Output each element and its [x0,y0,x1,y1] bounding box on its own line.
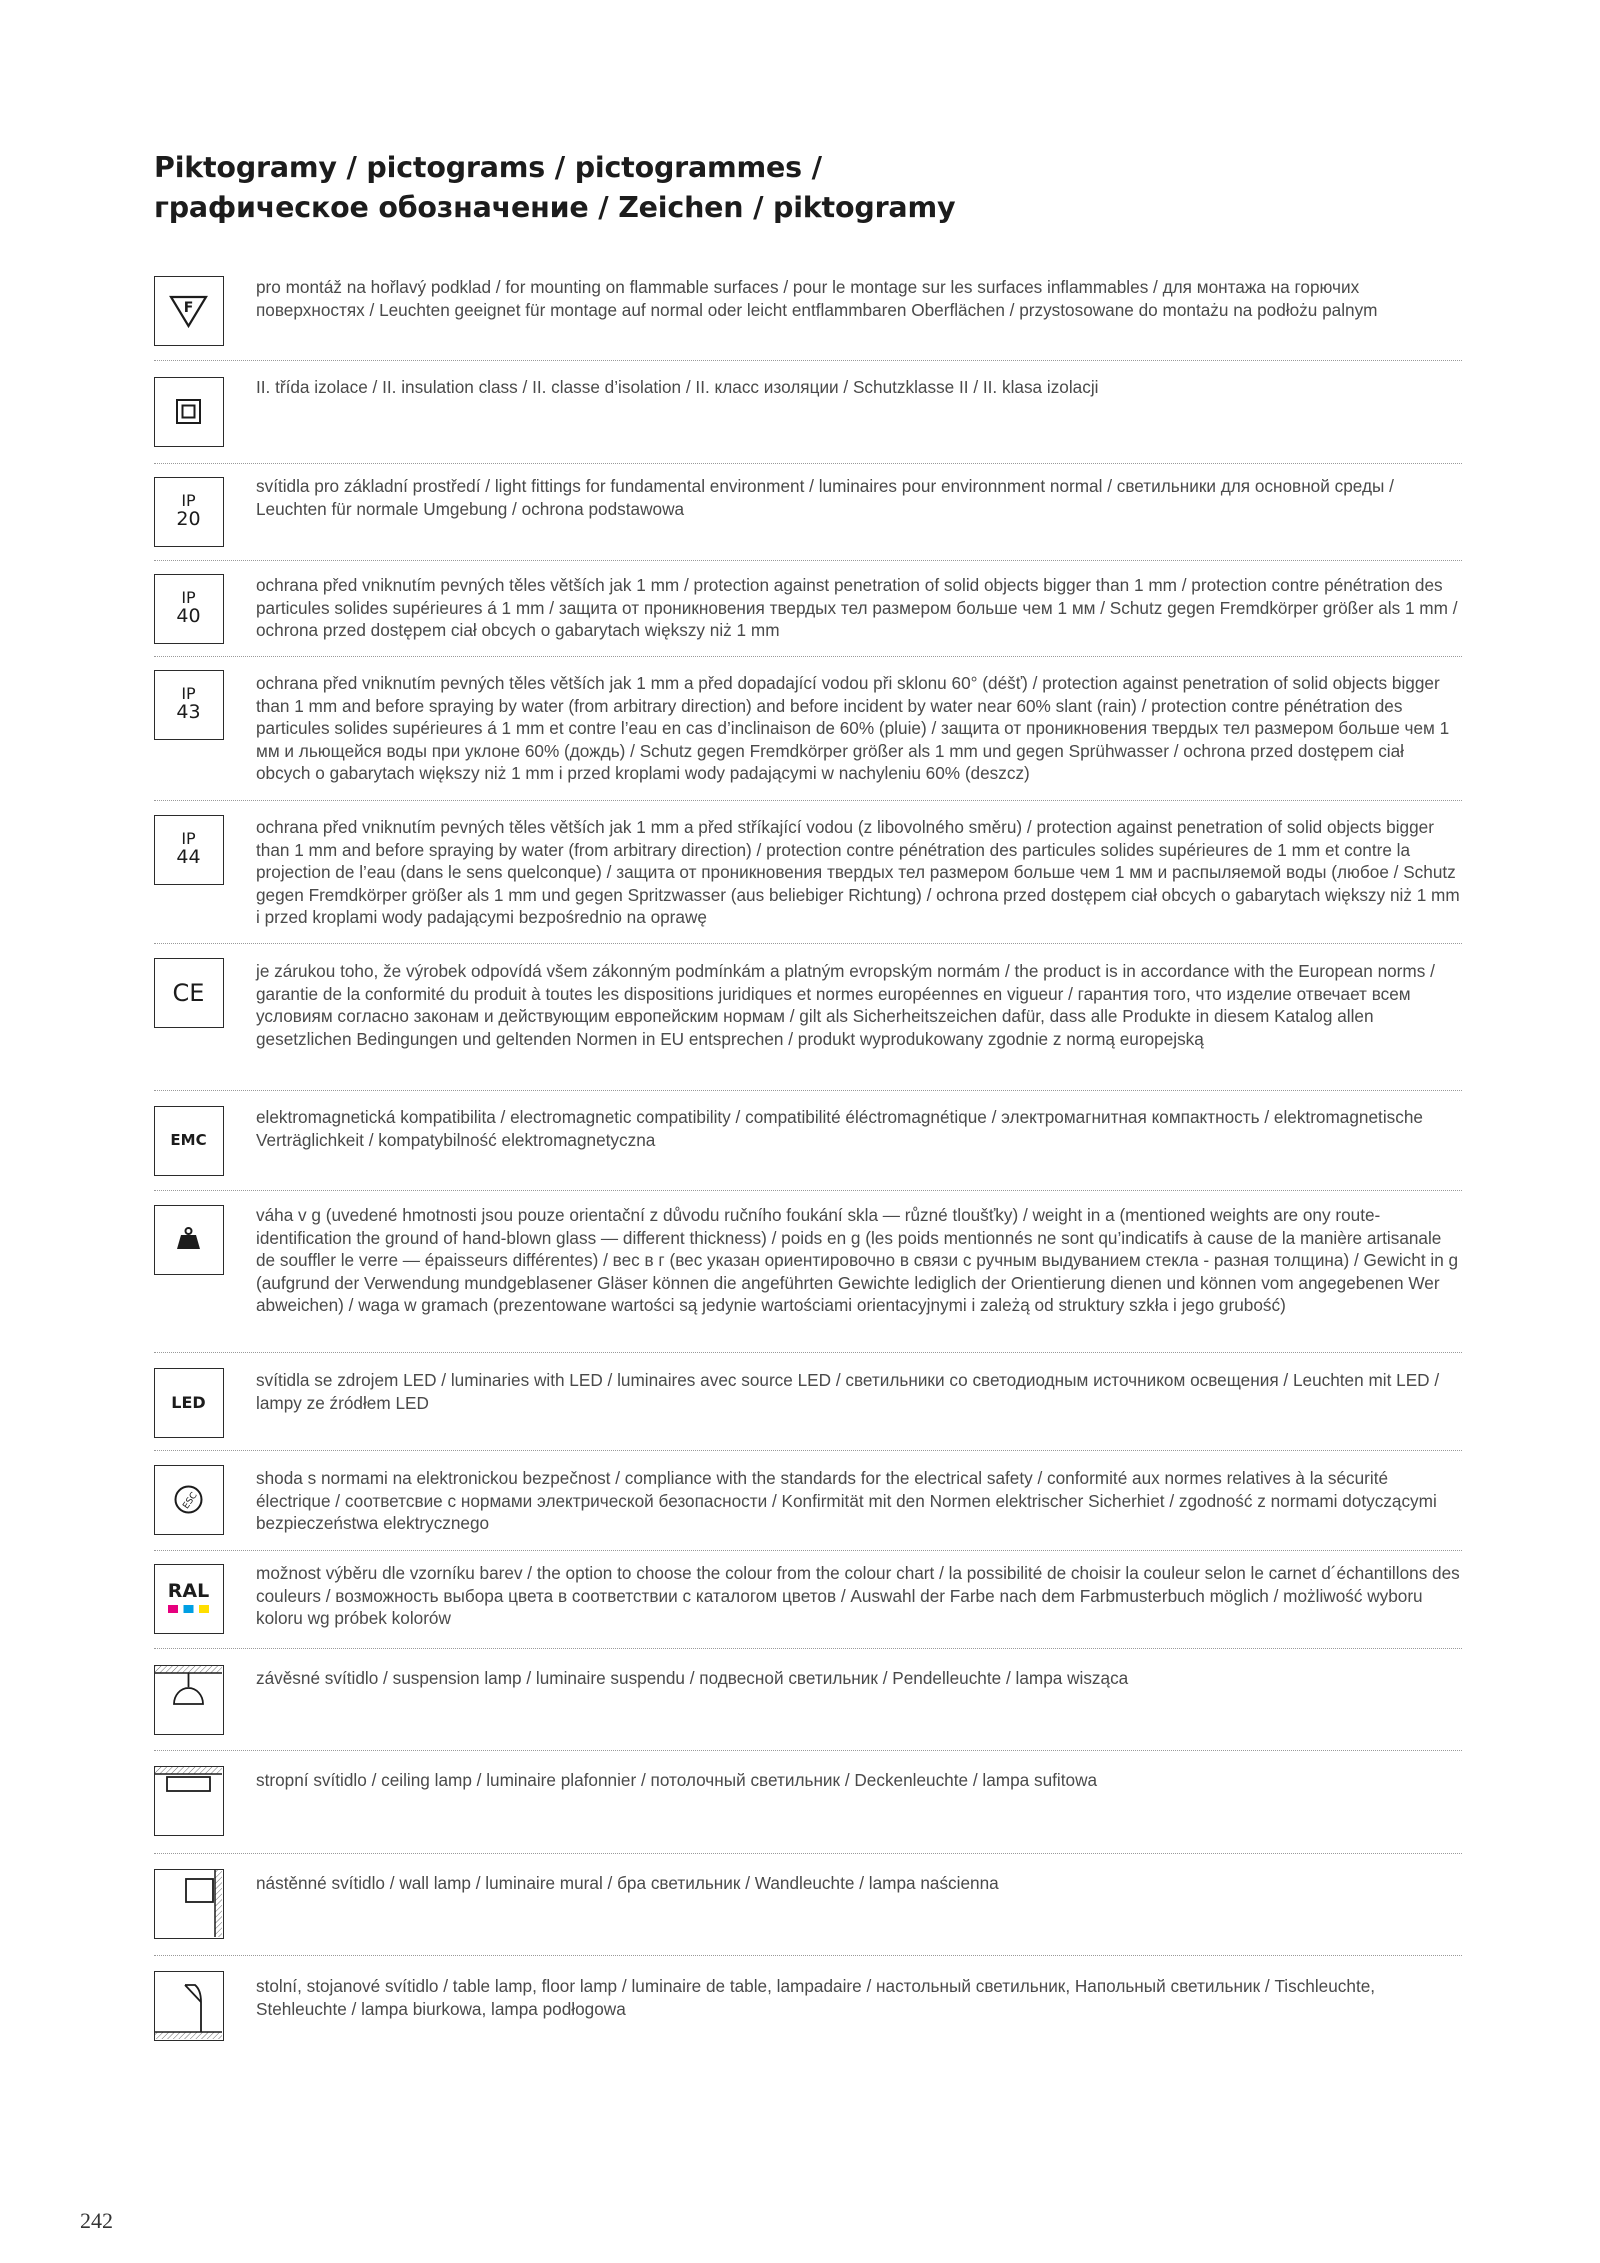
separator [154,1853,1462,1854]
ip-value: 40 [176,605,201,627]
separator [154,1648,1462,1649]
ip-label: IP [181,684,196,703]
separator [154,1750,1462,1751]
ip-value: 20 [176,508,201,530]
led-label: LED [171,1393,206,1412]
pictogram-text-led: svítidla se zdrojem LED / luminaries with LED / luminaires avec source LED / светильники со светодиодным источником освещения / Leuchten mit LED / lampy ze źródłem LED [256,1370,1440,1413]
pictogram-text-ip43: ochrana před vniknutím pevných těles větších jak 1 mm a před dopadající vodou při sklonu 60° (déšť) / protection against penetration of solid objects bigger than 1 mm and before spraying by water (from arbitrary direction) and before incident by water near 60% slant (rain) / protection contre pénétration des particules solides supérieures á 1 mm et contre l’eau en cas d’inclinaison de 60% (pluie) / защита от проникновения твердых тел размером больше чем 1 мм и льющейся воды при уклоне 60% (дождь) / Schutz gegen Fremdkörper größer als 1 mm und gegen Sprühwasser / ochrona przed dostępem ciał obcych o gabarytach większy niż 1 mm i przed kroplami wody padającymi w nachyleniu 60% (deszcz) [256,673,1450,784]
pictogram-text-ip44: ochrana před vniknutím pevných těles větších jak 1 mm a před stříkající vodou (z libovolného směru) / protection against penetration of solid objects bigger than 1 mm and before spraying by water (from arbitrary direction) / protection contre pénétration des particules solides supérieures de 1 mm et contre la projection de l’eau (dans le sens quelconque) / защита от проникновения твердых тел размером больше чем 1 мм и распыляемой воды (любое / Schutz gegen Fremdkörper größer als 1 mm und gegen Spritzwasser (aus beliebiger Richtung) / ochrona przed dostępem ciał obcych o gabarytach większy niż 1 mm i przed kroplami wody padającymi bezpośrednio na oprawę [256,817,1460,928]
pictogram-text-table-floor: stolní, stojanové svítidlo / table lamp, floor lamp / luminaire de table, lampadaire / настольный светильник, Напольный светильник / Tischleuchte, Stehleuchte / lampa biurkowa, lampa podłogowa [256,1976,1376,2019]
separator [154,800,1462,801]
separator [154,1090,1462,1091]
electrical-safety-icon [154,1465,224,1535]
emc-icon [154,1106,224,1176]
page-title [154,148,1454,228]
separator [154,463,1462,464]
pictogram-text-ip20: svítidla pro základní prostředí / light fittings for fundamental environment / luminaires pour environnment normal / светильники для основной среды / Leuchten für normale Umgebung / ochrona podstawowa [256,476,1394,519]
ral-color-chart-icon [154,1564,224,1634]
pictogram-text-electrical-safety: shoda s normami na elektronickou bezpečnost / compliance with the standards for the electrical safety / conformité aux normes relatives à la sécurité électrique / соответсвие с нормами электрической безопасности / Konfirmität mit den Normen elektrischer Sicherhiet / zgodność z normami dotyczącymi bezpieczeństwa elektrycznego [256,1468,1437,1534]
suspension-lamp-icon [154,1665,224,1735]
insulation-class-ii-icon [154,377,224,447]
ip43-icon [154,670,224,740]
separator [154,656,1462,657]
flammable-surface-icon [154,276,224,346]
ip-label: IP [181,588,196,607]
emc-label: EMC [170,1131,207,1149]
pictogram-text-wall: nástěnné svítidlo / wall lamp / luminaire mural / бра светильник / Wandleuchte / lampa naścienna [256,1873,999,1893]
electrical-safety-label: ESC [181,1490,200,1512]
page-number: 242 [80,2208,113,2233]
wall-lamp-icon [154,1869,224,1939]
separator [154,1352,1462,1353]
separator [154,1190,1462,1191]
ral-swatch-magenta [168,1605,178,1613]
ip44-icon [154,815,224,885]
page-title-line-2: графическое обозначение / Zeichen / piktogramy [154,191,956,224]
separator [154,1450,1462,1451]
page-title-line-1: Piktogramy / pictograms / pictogrammes / [154,151,822,184]
ip20-icon [154,477,224,547]
pictogram-text-ip40: ochrana před vniknutím pevných těles větších jak 1 mm / protection against penetration of solid objects bigger than 1 mm / protection contre pénétration des particules solides supérieures á 1 mm / защита от проникновения твердых тел размером больше чем 1 мм / Schutz gegen Fremdkörper größer als 1 mm / ochrona przed dostępem ciał obcych o gabarytach większy niż 1 mm [256,575,1458,641]
weight-icon [154,1205,224,1275]
flammable-letter: F [183,300,194,316]
ip-label: IP [181,491,196,510]
separator [154,943,1462,944]
ceiling-lamp-icon [154,1766,224,1836]
pictogram-text-ceiling: stropní svítidlo / ceiling lamp / luminaire plafonnier / потолочный светильник / Deckenleuchte / lampa sufitowa [256,1770,1098,1790]
ral-label: RAL [167,1580,210,1602]
ral-swatch-yellow [199,1605,209,1613]
led-icon [154,1368,224,1438]
table-floor-lamp-icon [154,1971,224,2041]
ip-label: IP [181,829,196,848]
separator [154,560,1462,561]
ip-value: 44 [176,846,201,868]
pictogram-text-suspension: závěsné svítidlo / suspension lamp / luminaire suspendu / подвесной светильник / Pendelleuchte / lampa wisząca [256,1668,1129,1688]
ce-mark-icon [154,958,224,1028]
ral-swatch-cyan [184,1605,194,1613]
pictogram-text-ce: je zárukou toho, že výrobek odpovídá všem zákonným podmínkám a platným evropským normám / the product is in accordance with the European norms / garantie de la conformité du produit à toutes les dispositions juridiques et normes européennes en vigueur / гарантия того, что изделие отвечает всем условиям согласно законам и действующим европейским нормам / gilt als Sicherheitszeichen dafür, dass alle Produkte in diesem Katalog allen gesetzlichen Bedingungen und geltenden Normen in EU entsprechen / produkt wyprodukowany zgodnie z normą europejską [256,961,1435,1049]
separator [154,1955,1462,1956]
separator [154,1550,1462,1551]
ip-value: 43 [176,701,201,723]
separator [154,360,1462,361]
ce-mark-text: CE [172,979,205,1007]
ip40-icon [154,574,224,644]
pictogram-text-insulation: II. třída izolace / II. insulation class / II. classe d’isolation / II. класс изоляции / Schutzklasse II / II. klasa izolacji [256,377,1099,397]
pictogram-text-weight: váha v g (uvedené hmotnosti jsou pouze orientační z důvodu ručního foukání skla — různé tloušťky) / weight in a (mentioned weights are ony route-identification the ground of hand-blown glass — different thickness) / poids en g (les poids mentionnés ne sont qu’indicatifs à cause de la manière artisanale de souffler le verre — épaisseurs différentes) / вес в г (вес указан ориентировочно в связи с ручным выдуванием стекла - разная толщина) / Gewicht in g (aufgrund der Verwendung mundgeblasener Gläser können die angeführten Gewichte lediglich der Orientierung dienen und können vom angegebenen Wer abweichen) / waga w gramach (prezentowane wartości są jedynie wartościami orientacyjnymi i zależą od struktury szkła i jego grubość) [256,1205,1459,1316]
pictogram-text-emc: elektromagnetická kompatibilita / electromagnetic compatibility / compatibilité éléctromagnétique / электромагнитная компактность / elektromagnetische Verträglichkeit / kompatybilność elektromagnetyczna [256,1107,1423,1150]
pictogram-text-flammable: pro montáž na hořlavý podklad / for mounting on flammable surfaces / pour le montage sur les surfaces inflammables / для монтажа на горючих поверхностях / Leuchten geeignet für montage auf normal oder leicht entflammbaren Oberflächen / przystosowane do montażu na podłożu palnym [256,277,1378,320]
pictogram-text-ral: možnost výběru dle vzorníku barev / the option to choose the colour from the colour chart / la possibilité de choisir la couleur selon le carnet d´échantillons des couleurs / возможность выбора цвета в соответствии с каталогом цветов / Auswahl der Farbe nach dem Farbmusterbuch möglich / możliwość wyboru koloru wg próbek kolorów [256,1563,1460,1629]
